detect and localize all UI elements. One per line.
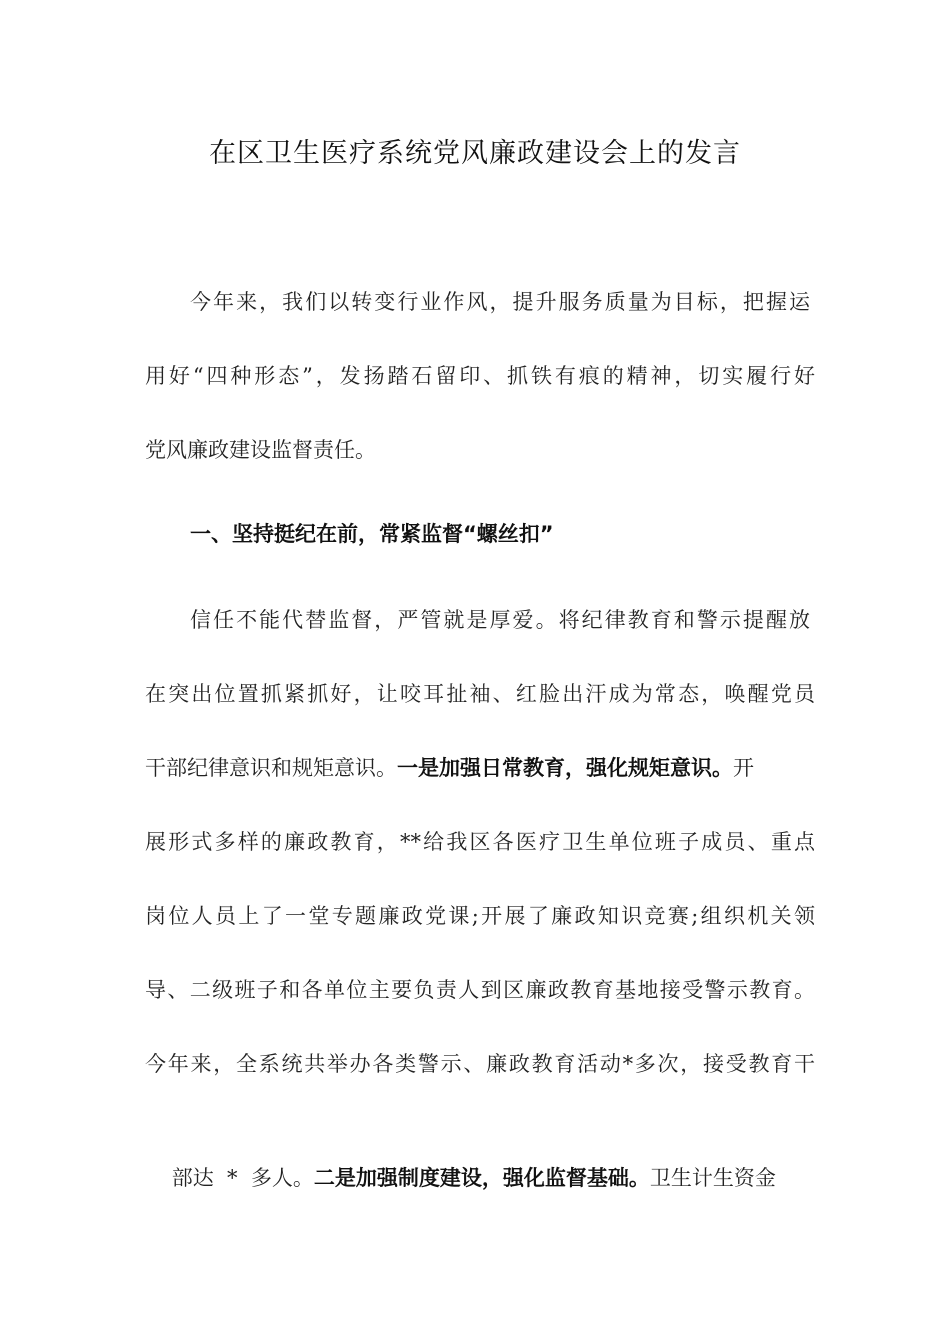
- emphasis-text: 一是加强日常教育，强化规矩意识。: [397, 756, 733, 780]
- intro-line-3: 党风廉政建设监督责任。: [145, 438, 376, 462]
- paragraph-line-5: 岗位人员上了一堂专题廉政党课;开展了廉政知识竞赛;组织机关领: [145, 904, 815, 928]
- paragraph-text: 开: [733, 756, 754, 780]
- paragraph-text: 部达 * 多人。: [171, 1166, 314, 1190]
- paragraph-line-7: 今年来，全系统共举办各类警示、廉政教育活动*多次，接受教育干: [145, 1052, 815, 1076]
- paragraph-line-4: 展形式多样的廉政教育，**给我区各医疗卫生单位班子成员、重点: [145, 830, 815, 854]
- paragraph-line-2: 在突出位置抓紧抓好，让咬耳扯袖、红脸出汗成为常态，唤醒党员: [145, 682, 815, 706]
- paragraph-text: 卫生计生资金: [649, 1166, 776, 1190]
- section-heading: 一、坚持挺纪在前，常紧监督“螺丝扣”: [190, 522, 554, 546]
- intro-line-1: 今年来，我们以转变行业作风，提升服务质量为目标，把握运: [190, 290, 810, 314]
- document-title: 在区卫生医疗系统党风廉政建设会上的发言: [209, 138, 741, 169]
- intro-line-2: 用好“四种形态”，发扬踏石留印、抓铁有痕的精神，切实履行好: [145, 364, 815, 388]
- emphasis-text: 二是加强制度建设，强化监督基础。: [313, 1166, 650, 1190]
- paragraph-text: 干部纪律意识和规矩意识。: [145, 756, 397, 780]
- paragraph-line-8: [145, 1118, 815, 1190]
- paragraph-line-1: 信任不能代替监督，严管就是厚爱。将纪律教育和警示提醒放: [190, 608, 810, 632]
- paragraph-line-6: 导、二级班子和各单位主要负责人到区廉政教育基地接受警示教育。: [145, 978, 815, 1002]
- paragraph-line-3: [145, 748, 815, 788]
